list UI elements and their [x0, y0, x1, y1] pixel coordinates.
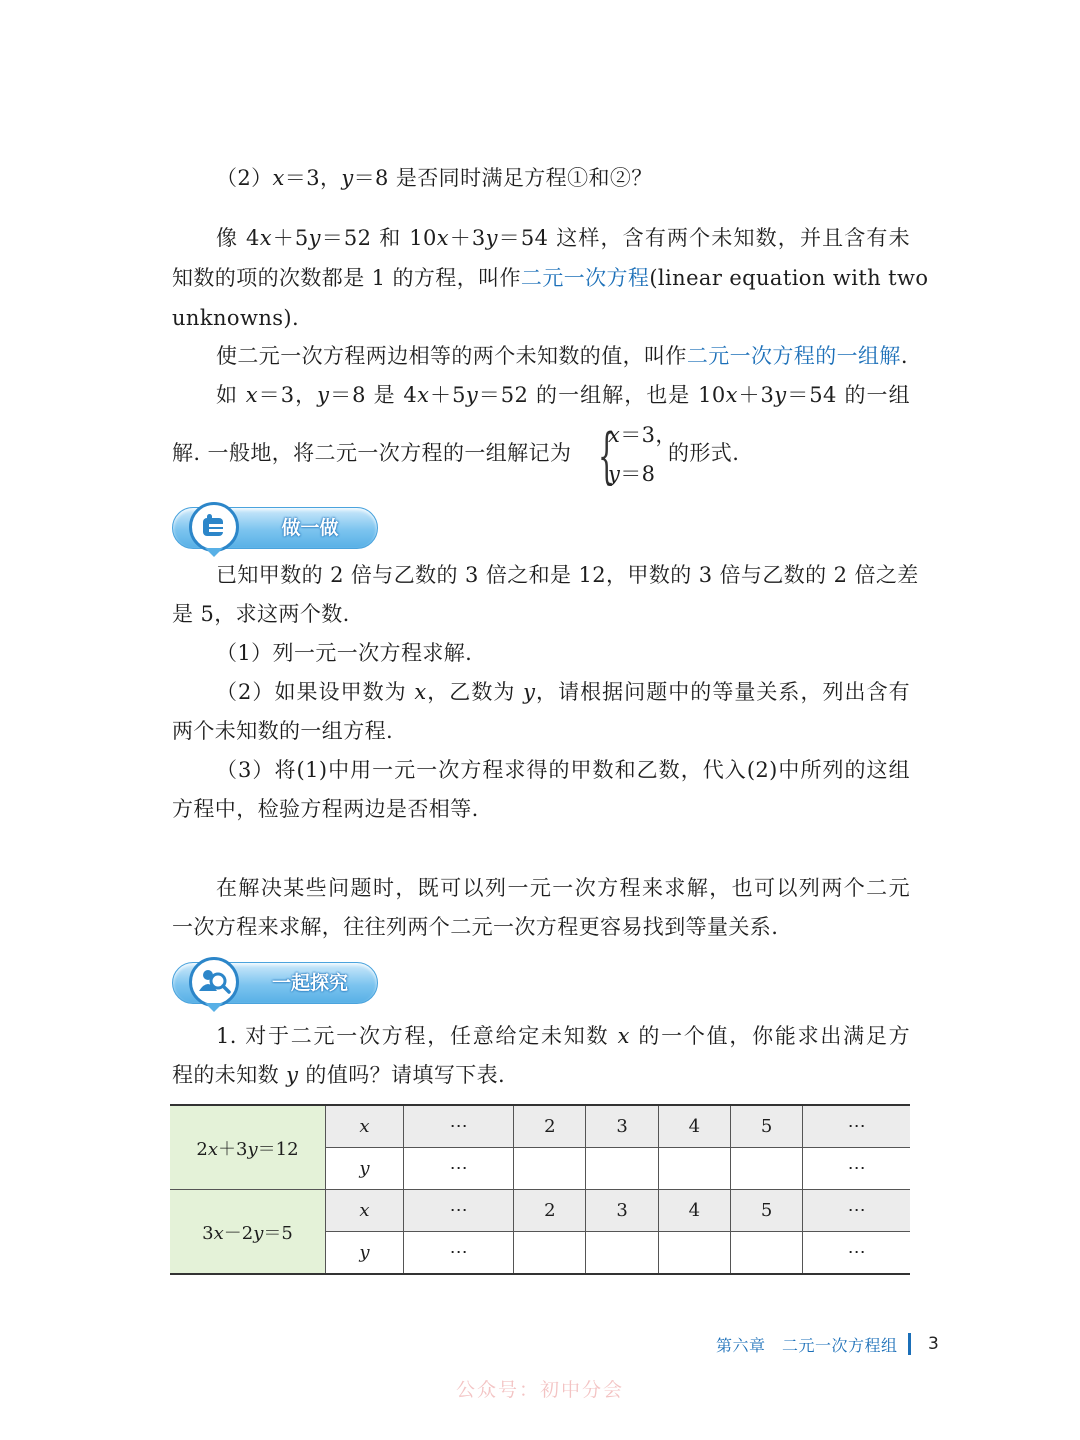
do-badge-label: 做一做 [281, 517, 339, 539]
system-line-1: 𝑥＝3， [608, 423, 677, 447]
table-cell-blank[interactable] [658, 1232, 730, 1275]
activity-line-1: 已知甲数的 2 倍与乙数的 3 倍之和是 12，甲数的 3 倍与乙数的 2 倍之差 [216, 563, 919, 587]
term-linear-equation: 二元一次方程 [520, 266, 650, 290]
table-cell: ⋯ [404, 1232, 514, 1275]
equation-1: 2𝑥＋3𝑦＝12 [170, 1105, 326, 1190]
table-cell-blank[interactable] [514, 1232, 586, 1275]
do-badge [172, 507, 378, 549]
activity-line-6: （3）将(1)中用一元一次方程求得的甲数和乙数，代入(2)中所列的这组 [216, 758, 910, 782]
badge-tail [205, 1003, 223, 1012]
table-cell-blank[interactable] [514, 1148, 586, 1190]
system-brace: { [598, 421, 616, 491]
table-cell: 4 [658, 1190, 730, 1232]
table-cell-blank[interactable] [658, 1148, 730, 1190]
table-cell: ⋯ [404, 1190, 514, 1232]
summary-line-1: 在解决某些问题时，既可以列一元一次方程来求解，也可以列两个二元 [216, 876, 910, 900]
solution-definition [216, 341, 1080, 371]
activity-line-3: （1）列一元一次方程求解. [216, 641, 473, 665]
table-cell: 4 [658, 1105, 730, 1148]
x-header: 𝑥 [326, 1190, 404, 1232]
example-line-1: 如 𝑥＝3，𝑦＝8 是 4𝑥＋5𝑦＝52 的一组解，也是 10𝑥＋3𝑦＝54 的一组 [216, 383, 910, 407]
table-cell: ⋯ [803, 1105, 910, 1148]
example-line-2-post: 的形式. [668, 441, 740, 465]
table-cell: ⋯ [803, 1148, 910, 1190]
table-cell-blank[interactable] [586, 1148, 658, 1190]
system-line-2: 𝑦＝8 [608, 462, 656, 486]
table-cell: ⋯ [404, 1148, 514, 1190]
question-2: （2）𝑥＝3，𝑦＝8 是否同时满足方程①和②？ [216, 166, 653, 190]
definition-text: 知数的项的次数都是 1 的方程，叫作 [172, 266, 521, 290]
definition-line-3: unknowns). [172, 306, 300, 330]
activity-line-5: 两个未知数的一组方程. [172, 719, 394, 743]
table-cell: 3 [586, 1105, 658, 1148]
explore-badge-label: 一起探究 [271, 972, 348, 994]
x-header: 𝑥 [326, 1105, 404, 1148]
activity-line-4: （2）如果设甲数为 𝑥，乙数为 𝑦，请根据问题中的等量关系，列出含有 [216, 680, 910, 704]
table-cell-blank[interactable] [730, 1232, 802, 1275]
activity-line-2: 是 5，求这两个数. [172, 602, 350, 626]
example-line-2-pre: 解. 一般地，将二元一次方程的一组解记为 [172, 441, 572, 465]
solution-period: . [900, 344, 908, 368]
values-table [170, 1104, 910, 1275]
explore-line-1: 1. 对于二元一次方程，任意给定未知数 𝑥 的一个值，你能求出满足方 [216, 1024, 910, 1048]
hand-icon [189, 502, 239, 552]
table-cell: ⋯ [803, 1232, 910, 1275]
table-row [170, 1105, 910, 1148]
term-solution: 二元一次方程的一组解 [686, 344, 901, 368]
solution-text: 使二元一次方程两边相等的两个未知数的值，叫作 [216, 344, 687, 368]
footer-divider [908, 1333, 911, 1355]
badge-tail [205, 548, 223, 557]
definition-line-1: 像 4𝑥＋5𝑦＝52 和 10𝑥＋3𝑦＝54 这样，含有两个未知数，并且含有未 [216, 226, 910, 250]
table-cell: 5 [730, 1105, 802, 1148]
table-cell: 5 [730, 1190, 802, 1232]
y-header: 𝑦 [326, 1148, 404, 1190]
explore-badge [172, 962, 378, 1004]
watermark: 公众号：初中分会 [455, 1379, 624, 1401]
table-cell-blank[interactable] [586, 1232, 658, 1275]
page-number: 3 [928, 1334, 939, 1354]
explore-line-2: 程的未知数 𝑦 的值吗？请填写下表. [172, 1063, 506, 1087]
summary-line-2: 一次方程来求解，往往列两个二元一次方程更容易找到等量关系. [172, 915, 779, 939]
definition-english: (linear equation with two [649, 266, 929, 290]
definition-line-2 [172, 263, 929, 293]
table-cell-blank[interactable] [730, 1148, 802, 1190]
equation-2: 3𝑥－2𝑦＝5 [170, 1190, 326, 1275]
table-cell: ⋯ [404, 1105, 514, 1148]
y-header: 𝑦 [326, 1232, 404, 1275]
table-cell: 3 [586, 1190, 658, 1232]
table-row [170, 1190, 910, 1232]
people-search-icon [189, 957, 239, 1007]
activity-line-7: 方程中，检验方程两边是否相等. [172, 797, 479, 821]
table-cell: 2 [514, 1190, 586, 1232]
chapter-title: 第六章 二元一次方程组 [716, 1336, 898, 1355]
table-cell: ⋯ [803, 1190, 910, 1232]
table-cell: 2 [514, 1105, 586, 1148]
